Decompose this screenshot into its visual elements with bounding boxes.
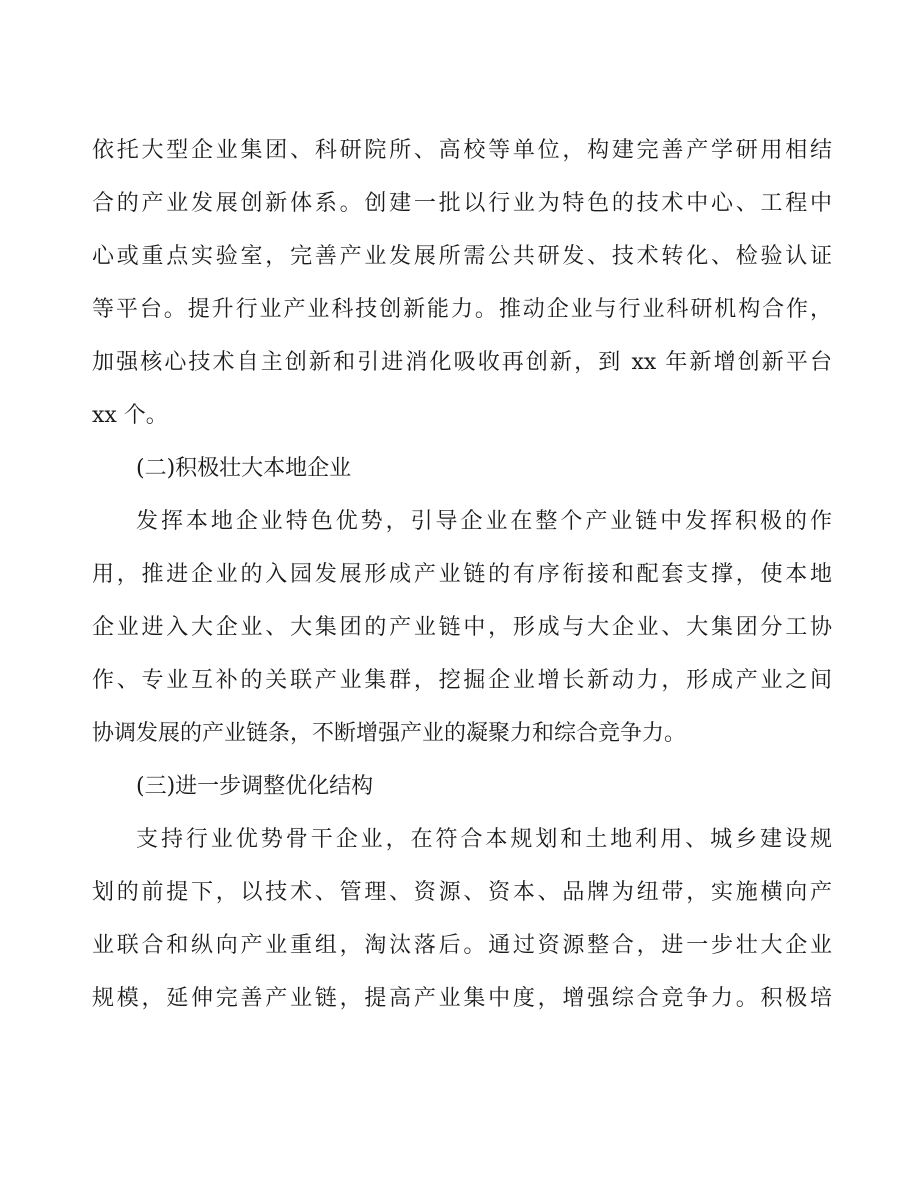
section-heading-3: (三)进一步调整优化结构 [136,774,374,799]
paragraph-1-line-6: xx 个。 [92,403,168,428]
paragraph-2-line-1: 发挥本地企业特色优势，引导企业在整个产业链中发挥积极的作 [136,509,832,534]
paragraph-2-line-2: 用，推进企业的入园发展形成产业链的有序衔接和配套支撑，使本地 [92,562,832,587]
paragraph-2-line-4: 作、专业互补的关联产业集群，挖掘企业增长新动力，形成产业之间 [92,668,832,693]
paragraph-3-line-4: 规模，延伸完善产业链，提高产业集中度，增强综合竞争力。积极培 [92,986,832,1011]
paragraph-1-line-2: 合的产业发展创新体系。创建一批以行业为特色的技术中心、工程中 [92,191,832,216]
paragraph-3-line-3: 业联合和纵向产业重组，淘汰落后。通过资源整合，进一步壮大企业 [92,933,832,958]
paragraph-2-line-3: 企业进入大企业、大集团的产业链中，形成与大企业、大集团分工协 [92,615,832,640]
section-heading-2: (二)积极壮大本地企业 [136,456,352,481]
paragraph-2-line-5: 协调发展的产业链条，不断增强产业的凝聚力和综合竞争力。 [92,721,687,746]
paragraph-3-line-1: 支持行业优势骨干企业，在符合本规划和土地利用、城乡建设规 [136,827,832,852]
paragraph-1-line-5: 加强核心技术自主创新和引进消化吸收再创新，到 xx 年新增创新平台 [92,350,832,375]
paragraph-1-line-3: 心或重点实验室，完善产业发展所需公共研发、技术转化、检验认证 [92,244,832,269]
paragraph-1-line-4: 等平台。提升行业产业科技创新能力。推动企业与行业科研机构合作， [92,297,832,322]
paragraph-3-line-2: 划的前提下，以技术、管理、资源、资本、品牌为纽带，实施横向产 [92,880,832,905]
paragraph-1-line-1: 依托大型企业集团、科研院所、高校等单位，构建完善产学研用相结 [92,138,832,163]
